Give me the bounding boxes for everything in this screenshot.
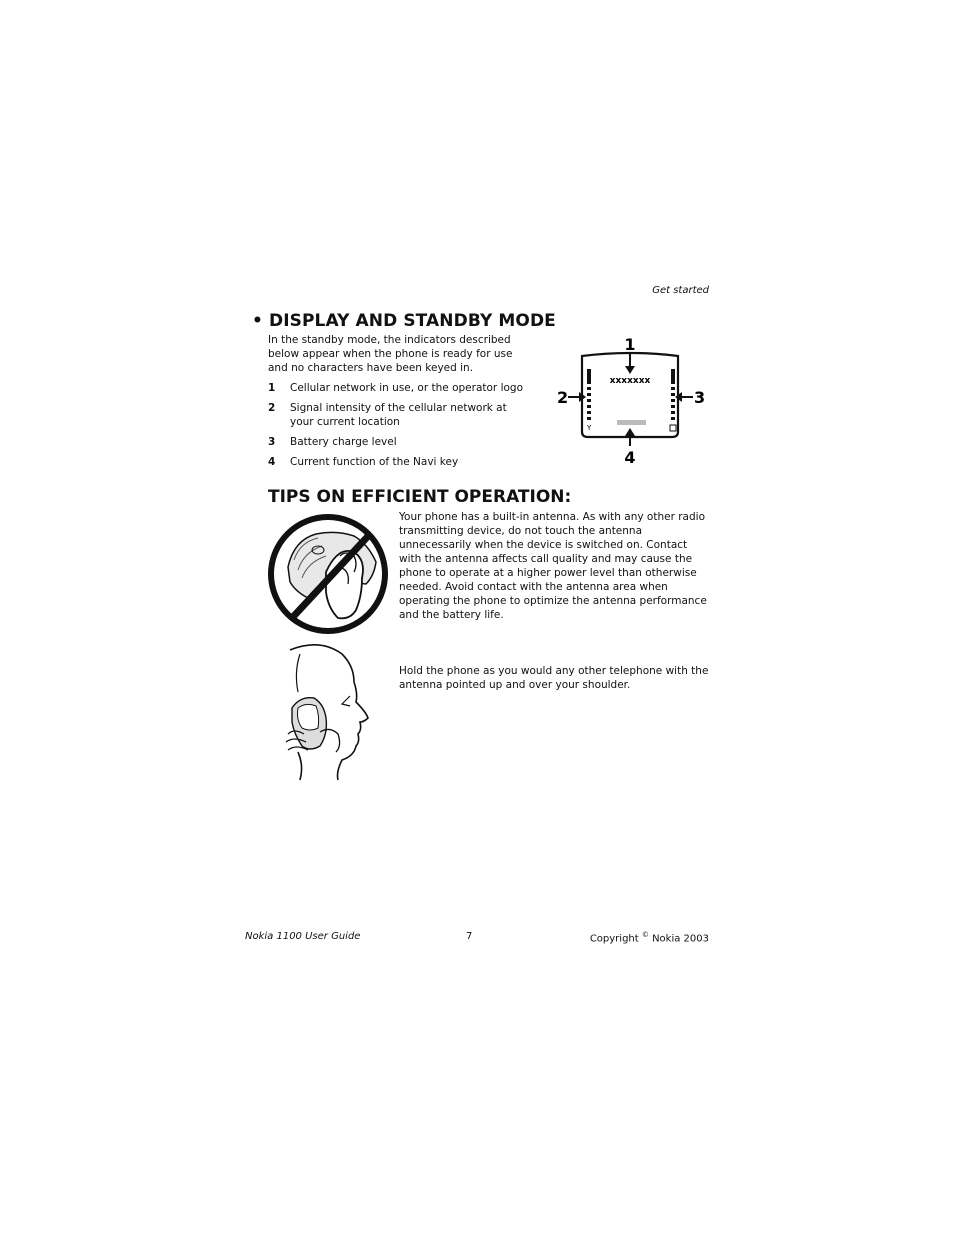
list-item xyxy=(268,401,530,429)
list-item-text: Battery charge level xyxy=(290,436,397,448)
footer-guide-title: Nokia 1100 User Guide xyxy=(245,931,361,942)
callout-3: 3 xyxy=(694,388,706,407)
list-item-text: Current function of the Navi key xyxy=(290,456,459,468)
section-title-display: • DISPLAY AND STANDBY MODE xyxy=(252,311,556,331)
copyright-suffix: Nokia 2003 xyxy=(652,933,709,945)
antenna-tip-paragraph: Your phone has a built-in antenna. As with any other radio transmitting device, do not touch the antenna unnecessarily when the device is switched on. Contact with the antenna affects call quality and may cause the phone to operate at a higher power level than otherwise needed. Avoid contact with the antenna area when operating the phone to optimize the antenna performance and the battery life. xyxy=(399,511,707,621)
standby-display-diagram xyxy=(550,332,720,470)
footer-copyright xyxy=(560,931,709,944)
list-item-number: 3 xyxy=(268,436,276,448)
navi-key-function-bar xyxy=(617,420,646,425)
list-item-number: 2 xyxy=(268,402,276,414)
hold-phone-illustration xyxy=(280,642,372,782)
running-header: Get started xyxy=(652,285,709,296)
list-item-number: 4 xyxy=(268,456,276,468)
section-title-tips: TIPS ON EFFICIENT OPERATION: xyxy=(268,487,572,507)
list-item xyxy=(268,455,530,469)
display-intro-text: In the standby mode, the indicators described below appear when the phone is ready for use and no characters have been keyed in. xyxy=(268,334,513,374)
list-item xyxy=(268,381,530,395)
callout-1: 1 xyxy=(624,335,636,354)
footer-page-number: 7 xyxy=(466,931,473,942)
indicator-list xyxy=(268,381,530,475)
hold-phone-paragraph: Hold the phone as you would any other telephone with the antenna pointed up and over your shoulder. xyxy=(399,665,709,691)
copyright-prefix: Copyright xyxy=(589,933,639,945)
operator-logo-text: xxxxxxx xyxy=(609,376,651,386)
list-item-text: Cellular network in use, or the operator logo xyxy=(290,382,524,394)
callout-4: 4 xyxy=(624,448,636,467)
svg-text:Y: Y xyxy=(587,424,592,432)
list-item-text: Signal intensity of the cellular network at your current location xyxy=(290,402,507,428)
callout-2: 2 xyxy=(557,388,569,407)
list-item-number: 1 xyxy=(268,382,276,394)
list-item xyxy=(268,435,530,449)
copyright-symbol: © xyxy=(641,931,649,939)
do-not-touch-antenna-illustration xyxy=(266,512,390,636)
